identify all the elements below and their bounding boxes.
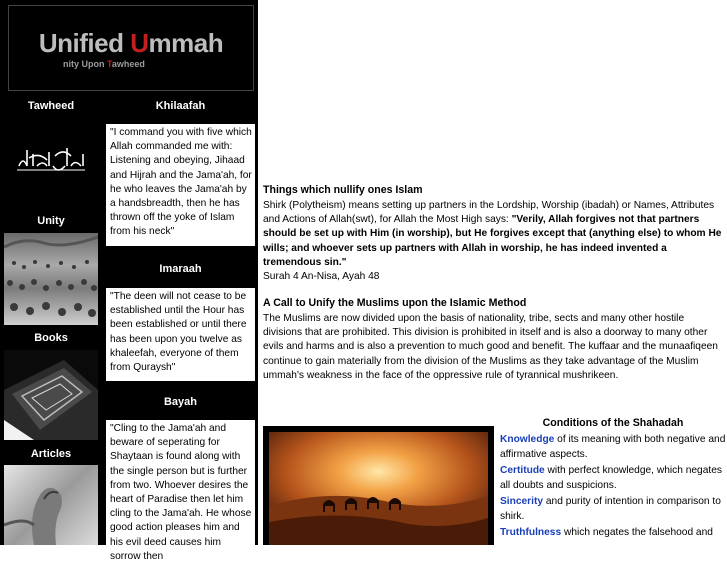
nav-articles[interactable]: Articles [30,448,72,460]
left-sidebar [0,0,258,562]
heading-khilaafah: Khilaafah [155,100,206,112]
condition-item: Sincerity and purity of intention in comparison to shirk. [500,496,721,522]
condition-term-knowledge[interactable]: Knowledge [500,434,555,445]
articles-hands-image[interactable] [4,465,98,545]
logo-subtitle: nity Upon Tawheed [63,59,145,69]
section-title-nullify: Things which nullify ones Islam [263,184,423,196]
section-reference: Surah 4 An-Nisa, Ayah 48 [263,271,380,283]
condition-item: Truthfulness which negates the falsehood and [500,527,713,538]
unity-crowd-image[interactable] [4,233,98,325]
condition-item: Knowledge of its meaning with both negative and affirmative aspects. [500,434,726,460]
quote-bayah: "Cling to the Jama'ah and beware of seperating for Shaytaan is found along with the single person but is further from two. Whoever desires the heart of Paradise then let him cling to the Jama'ah. He whose good action pleases him and his evil deed causes him sorrow then [106,420,255,550]
nav-unity[interactable]: Unity [37,215,65,227]
heading-bayah: Bayah [163,396,198,408]
condition-term-sincerity[interactable]: Sincerity [500,496,544,507]
heading-imaraah: Imaraah [159,263,202,275]
nav-books[interactable]: Books [34,332,68,344]
quote-imaraah: "The deen will not cease to be established until the Hour has been established or until there has been upon you twelve as khaleefah, everyone of them from Quraysh" [106,288,255,381]
site-logo[interactable] [8,5,254,91]
condition-term-truthfulness[interactable]: Truthfulness [500,527,562,538]
section-text-unify: The Muslims are now divided upon the basis of nationality, tribe, sects and many other hostile divisions that are prohibited. This division is prohibited in itself and is also a doorway to many other evils and harms and is also a prevention to much good and benefit. The kuffaar and the munaafiqeen continue to gain materially from the division of the Muslims as they take advantage of the Muslim ummah's weakness in the face of the oppressive rule of tyrannical mushrikeen. [263,313,718,381]
tawheed-calligraphy-image[interactable] [5,118,97,208]
books-quran-image[interactable] [4,350,98,440]
condition-term-certitude[interactable]: Certitude [500,465,545,476]
section-text-shirk: Shirk (Polytheism) means setting up partners in the Lordship, Worship (ibadah) or Names, Attributes and Actions of Allah(swt), for Allah the Most High says: "Verily, Allah forgives not that partners should be set up with Him (in worship), but He forgives except that (anything else) to whom He wills; and whoever sets up partners with Allah in worship, he has indeed invented a tremendous sin." [263,200,722,268]
condition-item: Certitude with perfect knowledge, which negates all doubts and suspicions. [500,465,722,491]
desert-caravan-image [263,426,494,545]
conditions-shahadah [500,417,726,543]
quote-khilaafah: "I command you with five which Allah commanded me with: Listening and obeying, Jihaad and Hijrah and the Jama'ah, for he who leaves the Jama'ah by a handsbreadth, then he has thrown off the yoke of Islam from his neck" [106,124,255,246]
conditions-title: Conditions of the Shahadah [542,417,684,429]
logo-title: Unified Ummah [38,28,224,58]
section-title-unify: A Call to Unify the Muslims upon the Islamic Method [263,297,527,309]
nav-tawheed[interactable]: Tawheed [27,100,75,112]
